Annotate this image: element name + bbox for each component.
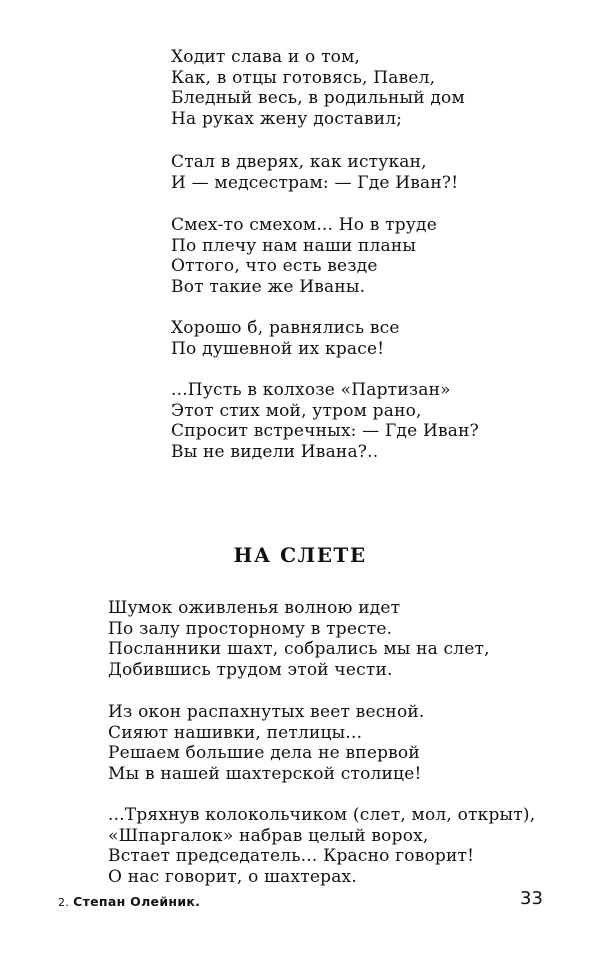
verse-line: Из окон распахнутых веет весной. — [108, 702, 425, 722]
verse-line: Мы в нашей шахтерской столице! — [108, 763, 422, 784]
verse-line: Стал в дверях, как истукан, — [171, 152, 427, 172]
verse-line: Вот такие же Иваны. — [171, 276, 366, 297]
verse-line: Сияют нашивки, петлицы... — [108, 722, 363, 743]
stanza — [108, 702, 425, 784]
verse-line: Добившись трудом этой чести. — [108, 659, 393, 680]
verse-line: На руках жену доставил; — [171, 108, 403, 129]
page-number: 33 — [520, 888, 543, 909]
verse-line: ...Пусть в колхозе «Партизан» — [171, 380, 451, 400]
poem-title: НА СЛЕТЕ — [233, 543, 367, 567]
verse-line: Ходит слава и о том, — [171, 47, 361, 67]
stanza — [108, 805, 535, 887]
verse-line: «Шпаргалок» набрав целый ворох, — [108, 825, 429, 846]
verse-line: Спросит встречных: — Где Иван? — [171, 421, 479, 441]
verse-line: Оттого, что есть везде — [171, 256, 378, 276]
verse-line: И — медсестрам: — Где Иван?! — [171, 172, 459, 193]
verse-line: О нас говорит, о шахтерах. — [108, 866, 357, 887]
stanza — [108, 598, 490, 680]
verse-line: Посланники шахт, собрались мы на слет, — [108, 639, 490, 659]
stanza — [171, 318, 400, 359]
verse-line: Решаем большие дела не впервой — [108, 743, 420, 763]
stanza — [171, 215, 437, 297]
stanza — [171, 47, 465, 129]
verse-line: Этот стих мой, утром рано, — [171, 400, 422, 421]
verse-line: По плечу нам наши планы — [171, 235, 417, 256]
verse-line: Смех-то смехом... Но в труде — [171, 215, 437, 235]
verse-line: Встает председатель... Красно говорит! — [108, 846, 475, 866]
stanza — [171, 380, 479, 462]
verse-line: Как, в отцы готовясь, Павел, — [171, 67, 436, 88]
verse-line: Вы не видели Ивана?.. — [171, 441, 379, 462]
verse-line: Шумок оживленья волною идет — [108, 598, 401, 618]
verse-line: По душевной их красе! — [171, 338, 385, 359]
verse-line: Хорошо б, равнялись все — [171, 318, 400, 338]
signature-number: 2. — [58, 896, 70, 909]
verse-line: По залу просторному в тресте. — [108, 618, 393, 639]
verse-line: Бледный весь, в родильный дом — [171, 88, 465, 108]
signature-text: Степан Олейник. — [73, 894, 201, 909]
stanza — [171, 152, 458, 193]
signature-mark — [58, 894, 200, 909]
verse-line: ...Тряхнув колокольчиком (слет, мол, открыт), — [108, 805, 536, 825]
